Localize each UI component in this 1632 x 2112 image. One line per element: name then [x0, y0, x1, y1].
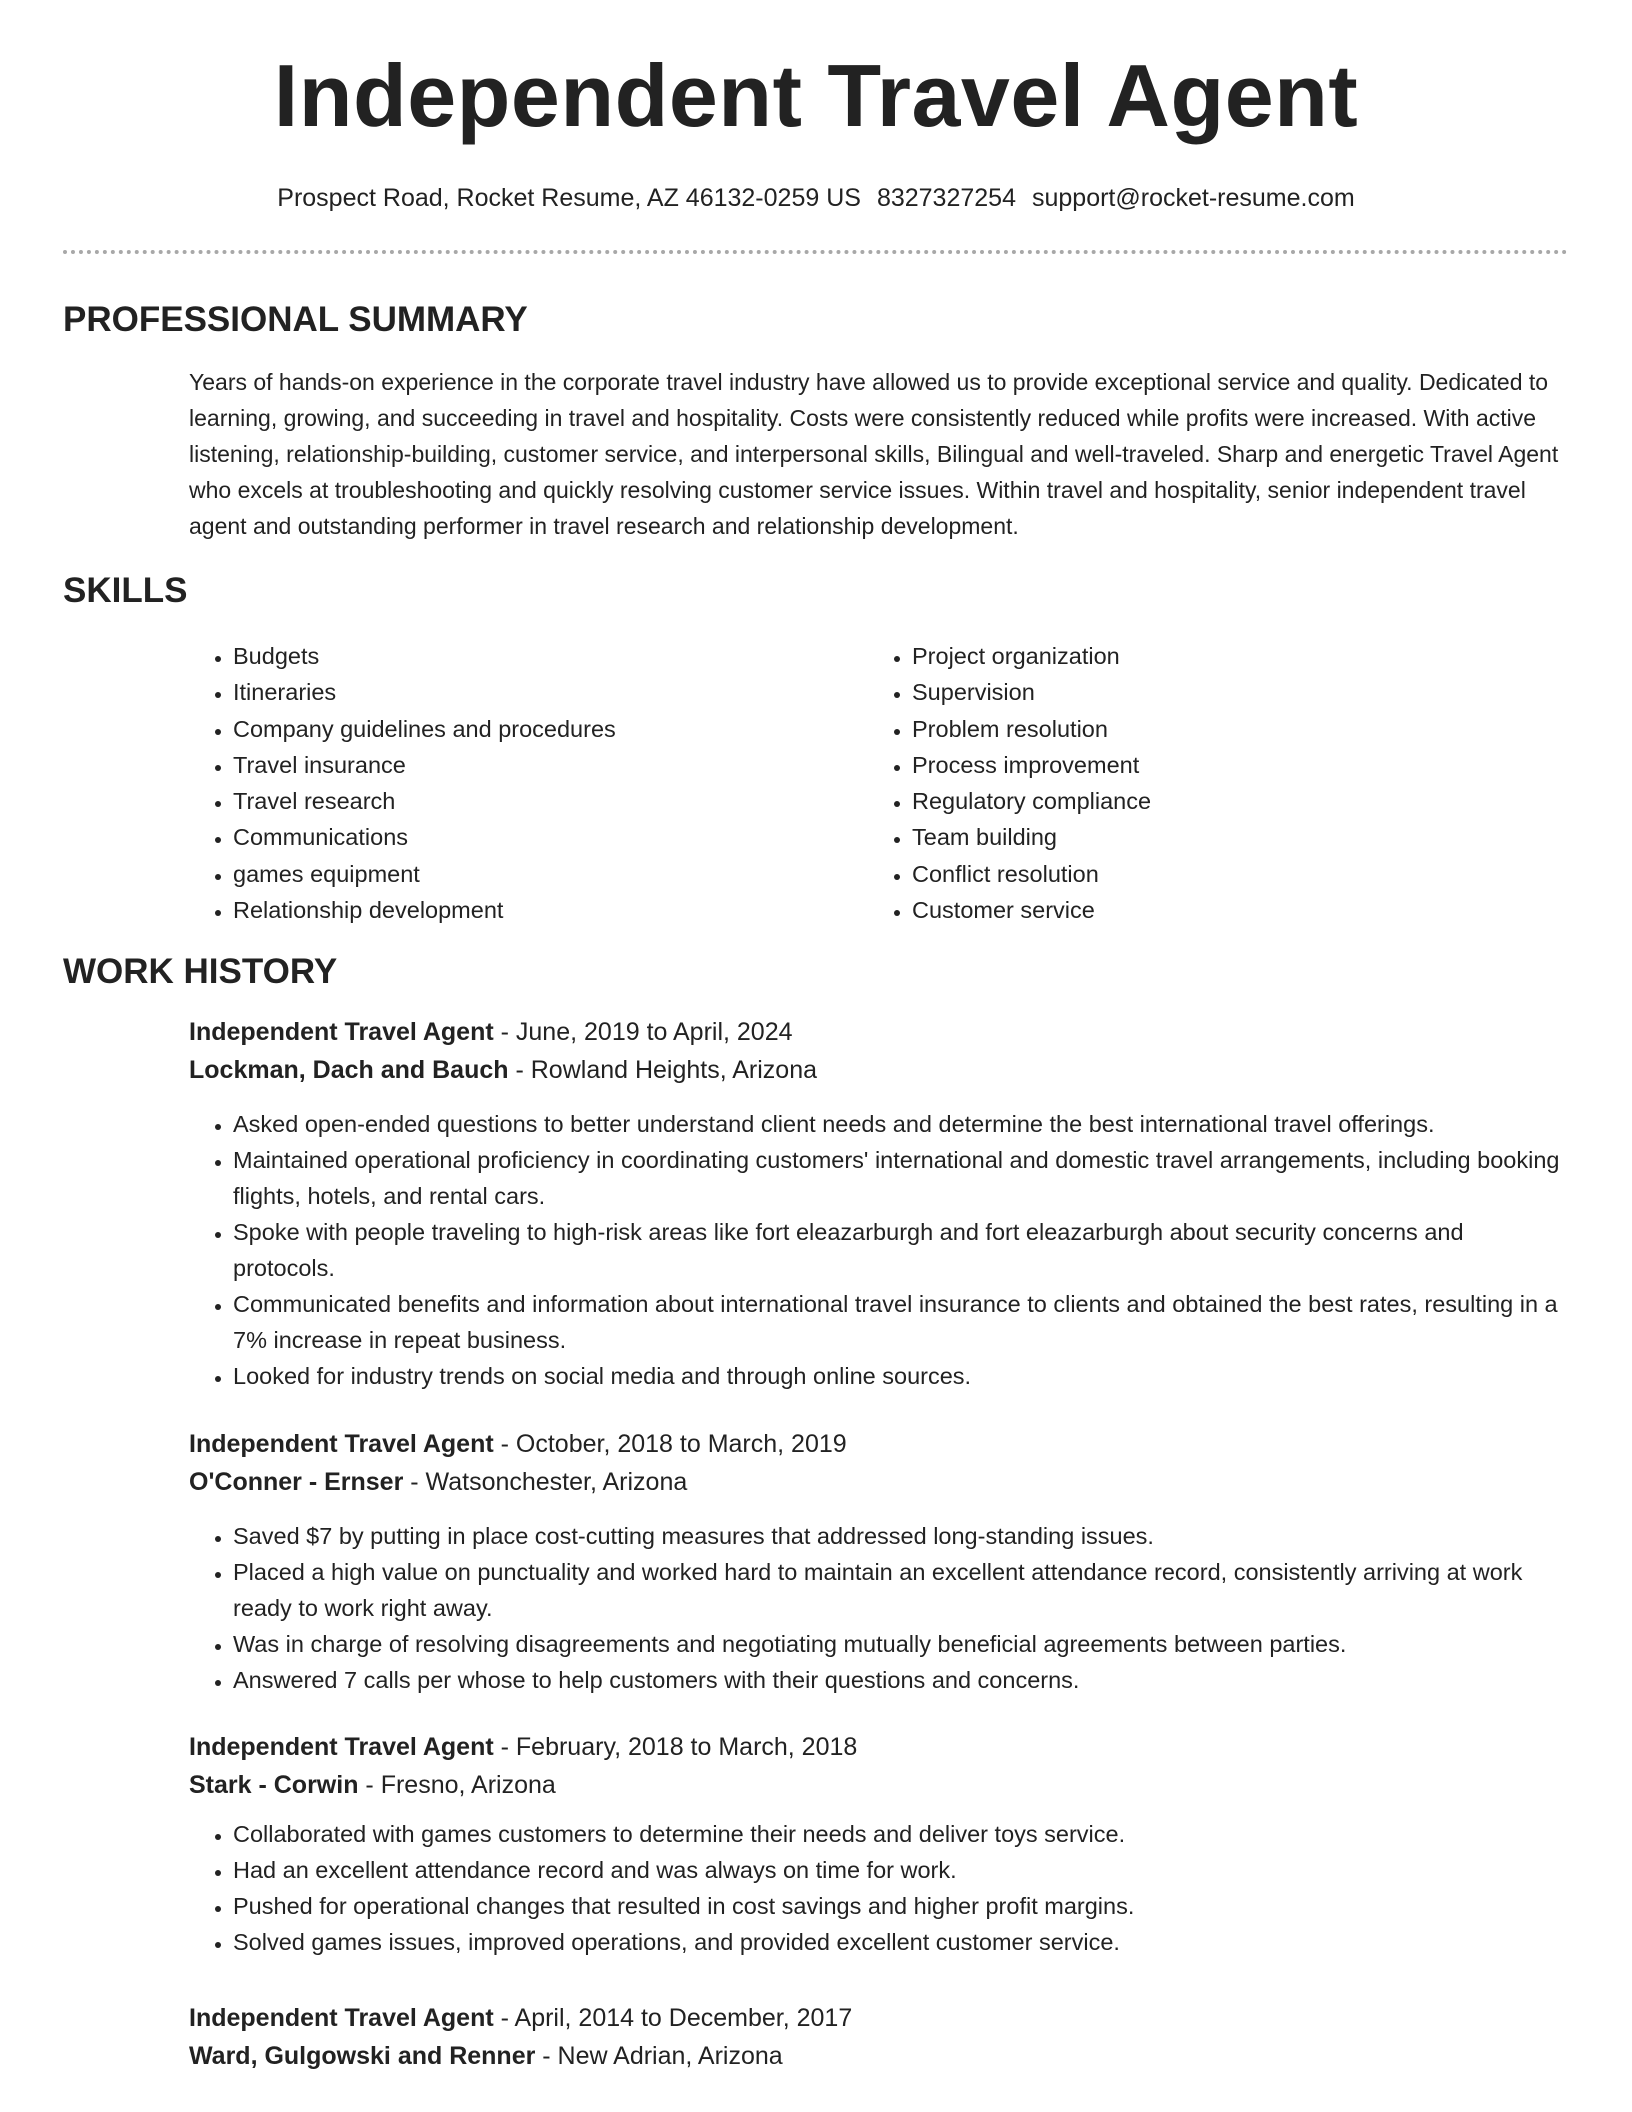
candidate-name: Independent Travel Agent — [273, 46, 1359, 145]
job-title: Independent Travel Agent — [189, 2004, 494, 2032]
job-dates: - October, 2018 to March, 2019 — [493, 1430, 847, 1458]
skill-item: • Customer service — [912, 892, 1512, 928]
job-bullet: • Asked open-ended questions to better understand client needs and determine the best international travel offerings. — [233, 1106, 1569, 1142]
job-entry — [189, 1999, 1569, 2075]
job-dates: - April, 2014 to December, 2017 — [493, 2004, 853, 2032]
job-company-line — [189, 1766, 1569, 1804]
job-bullet: • Saved $7 by putting in place cost-cutting measures that addressed long-standing issues. — [233, 1518, 1569, 1554]
job-title-line — [189, 1728, 1569, 1766]
contact-address: Prospect Road, Rocket Resume, AZ 46132-0259 US — [277, 184, 861, 212]
job-bullet: • Spoke with people traveling to high-risk areas like fort eleazarburgh and fort eleazarburgh about security concerns and protocols. — [233, 1214, 1569, 1286]
job-bullet: • Was in charge of resolving disagreements and negotiating mutually beneficial agreements between parties. — [233, 1626, 1569, 1662]
job-dates: - June, 2019 to April, 2024 — [493, 1018, 793, 1046]
skill-item: • Communications — [233, 819, 833, 855]
job-location: - Fresno, Arizona — [358, 1771, 556, 1799]
skill-item: • games equipment — [233, 856, 833, 892]
job-title: Independent Travel Agent — [189, 1018, 494, 1046]
job-title: Independent Travel Agent — [189, 1430, 494, 1458]
job-bullets — [189, 1518, 1569, 1698]
work-history-heading: WORK HISTORY — [63, 952, 338, 991]
skill-item: • Regulatory compliance — [912, 783, 1512, 819]
contact-phone: 8327327254 — [876, 184, 1016, 212]
job-location: - New Adrian, Arizona — [535, 2042, 783, 2070]
summary-text: Years of hands-on experience in the corporate travel industry have allowed us to provide exceptional service and quality. Dedicated to learning, growing, and succeeding in travel and hospitality. Costs were consistently reduced while profits were increased. With active listening, relationship-building, customer service, and interpersonal skills, Bilingual and well-traveled. Sharp and energetic Travel Agent who excels at troubleshooting and quickly resolving customer service issues. Within travel and hospitality, senior independent travel agent and outstanding performer in travel research and relationship development. — [189, 369, 1559, 539]
skill-item: • Budgets — [233, 638, 833, 674]
job-company-line — [189, 1051, 1569, 1089]
job-bullet: • Collaborated with games customers to determine their needs and deliver toys service. — [233, 1816, 1569, 1852]
skill-item: • Team building — [912, 819, 1512, 855]
job-bullet: • Looked for industry trends on social media and through online sources. — [233, 1358, 1569, 1394]
skill-item: • Travel insurance — [233, 747, 833, 783]
job-entry — [189, 1013, 1569, 1394]
job-company-line — [189, 1463, 1569, 1501]
skills-heading: SKILLS — [63, 571, 188, 610]
job-title: Independent Travel Agent — [189, 1733, 494, 1761]
job-entry — [189, 1728, 1569, 1960]
contact-line — [0, 182, 1632, 214]
job-bullet: • Answered 7 calls per whose to help customers with their questions and concerns. — [233, 1662, 1569, 1698]
job-company-line — [189, 2037, 1569, 2075]
job-bullet: • Solved games issues, improved operations, and provided excellent customer service. — [233, 1924, 1569, 1960]
job-company: Lockman, Dach and Bauch — [189, 1056, 509, 1084]
job-dates: - February, 2018 to March, 2018 — [493, 1733, 858, 1761]
contact-email: support@rocket-resume.com — [1031, 184, 1355, 212]
header-divider — [63, 250, 1568, 254]
job-bullet: • Had an excellent attendance record and was always on time for work. — [233, 1852, 1569, 1888]
job-bullets — [189, 1816, 1569, 1960]
job-title-line — [189, 1013, 1569, 1051]
skills-list-right — [868, 638, 1512, 928]
job-company: O'Conner - Ernser — [189, 1468, 404, 1496]
job-bullet: • Pushed for operational changes that resulted in cost savings and higher profit margins. — [233, 1888, 1569, 1924]
job-bullet: • Maintained operational proficiency in coordinating customers' international and domestic travel arrangements, including booking flights, hotels, and rental cars. — [233, 1142, 1569, 1214]
skill-item: • Process improvement — [912, 747, 1512, 783]
skill-item: • Itineraries — [233, 674, 833, 710]
job-bullet: • Communicated benefits and information about international travel insurance to clients and obtained the best rates, resulting in a 7% increase in repeat business. — [233, 1286, 1569, 1358]
job-location: - Watsonchester, Arizona — [403, 1468, 688, 1496]
skill-item: • Travel research — [233, 783, 833, 819]
summary-heading: PROFESSIONAL SUMMARY — [63, 300, 528, 339]
skill-item: • Company guidelines and procedures — [233, 711, 833, 747]
skills-list-left — [189, 638, 833, 928]
job-company: Ward, Gulgowski and Renner — [189, 2042, 536, 2070]
job-bullets — [189, 1106, 1569, 1394]
skill-item: • Relationship development — [233, 892, 833, 928]
job-entry — [189, 1425, 1569, 1698]
job-title-line — [189, 1425, 1569, 1463]
job-bullet: • Placed a high value on punctuality and worked hard to maintain an excellent attendance record, consistently arriving at work ready to work right away. — [233, 1554, 1569, 1626]
skill-item: • Problem resolution — [912, 711, 1512, 747]
job-location: - Rowland Heights, Arizona — [508, 1056, 818, 1084]
skill-item: • Project organization — [912, 638, 1512, 674]
job-company: Stark - Corwin — [189, 1771, 359, 1799]
job-title-line — [189, 1999, 1569, 2037]
skill-item: • Supervision — [912, 674, 1512, 710]
skill-item: • Conflict resolution — [912, 856, 1512, 892]
